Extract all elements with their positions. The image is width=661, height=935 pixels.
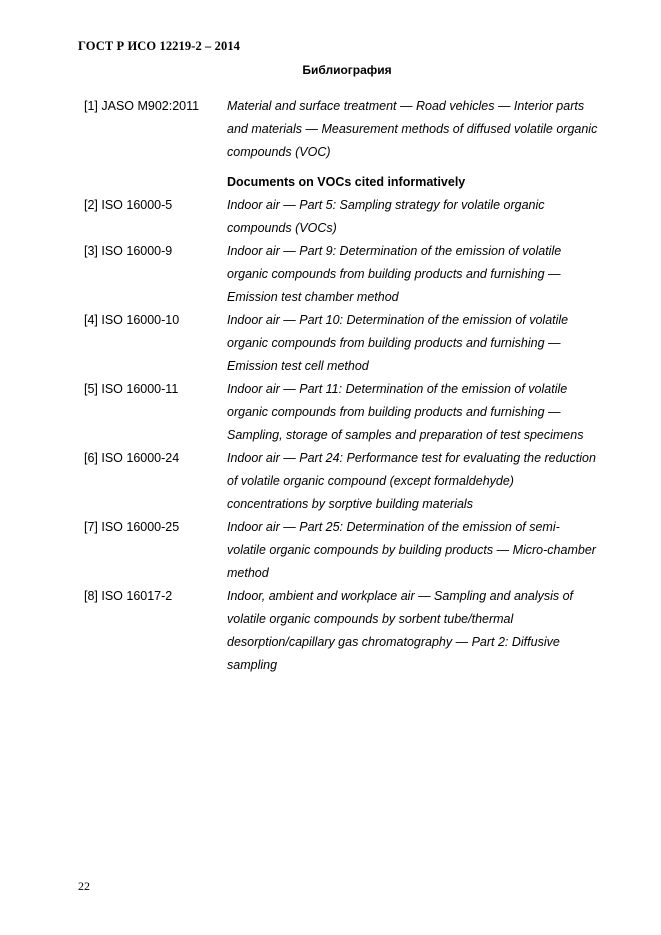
entry-title-line: compounds (VOC) (227, 145, 331, 159)
entry-title-line: Indoor air — Part 10: Determination of the emission of volatile (227, 313, 569, 327)
section-title-bibliography: Библиография (302, 63, 392, 77)
entry-reference: [6] ISO 16000-24 (84, 451, 180, 465)
entry-title-line: method (227, 566, 269, 580)
entry-title-line: Emission test cell method (227, 359, 369, 373)
entry-title (227, 309, 627, 378)
entry-reference: [5] ISO 16000-11 (84, 382, 179, 396)
entry-reference: [7] ISO 16000-25 (84, 520, 180, 534)
entry-title (227, 516, 627, 585)
entry-title-line: volatile organic compounds by building products — Micro-chamber (227, 543, 596, 557)
entry-title-line: Indoor air — Part 25: Determination of the emission of semi- (227, 520, 560, 534)
entry-reference: [1] JASO M902:2011 (84, 99, 200, 113)
entry-title-line: Indoor, ambient and workplace air — Sampling and analysis of (227, 589, 574, 603)
entry-title (227, 95, 627, 164)
entry-title-line: concentrations by sorptive building materials (227, 497, 473, 511)
entry-title-line: compounds (VOCs) (227, 221, 337, 235)
entry-title (227, 240, 627, 309)
entry-title-line: Indoor air — Part 24: Performance test for evaluating the reduction (227, 451, 596, 465)
entry-title (227, 194, 627, 240)
entry-title-line: and materials — Measurement methods of diffused volatile organic (227, 122, 598, 136)
entry-title-line: Indoor air — Part 9: Determination of the emission of volatile (227, 244, 562, 258)
entry-title-line: Indoor air — Part 5: Sampling strategy for volatile organic (227, 198, 545, 212)
entry-reference: [8] ISO 16017-2 (84, 589, 173, 603)
entry-title (227, 447, 627, 516)
entry-title-line: Indoor air — Part 11: Determination of the emission of volatile (227, 382, 568, 396)
entry-title-line: of volatile organic compound (except formaldehyde) (227, 474, 514, 488)
entry-title-line: Emission test chamber method (227, 290, 399, 304)
entry-title-line: organic compounds from building products and furnishing — (227, 336, 561, 350)
entry-title-line: Material and surface treatment — Road vehicles — Interior parts (227, 99, 585, 113)
document-header: ГОСТ Р ИСО 12219-2 – 2014 (78, 39, 241, 53)
entry-reference: [3] ISO 16000-9 (84, 244, 173, 258)
entry-title-line: Sampling, storage of samples and preparation of test specimens (227, 428, 584, 442)
entry-title-line: organic compounds from building products and furnishing — (227, 267, 561, 281)
entry-title-line: desorption/capillary gas chromatography — Part 2: Diffusive (227, 635, 560, 649)
entry-title (227, 378, 627, 447)
entry-title (227, 585, 627, 677)
entry-title-line: sampling (227, 658, 278, 672)
page-number: 22 (78, 879, 90, 893)
entry-title-line: organic compounds from building products and furnishing — (227, 405, 561, 419)
subheading-informative-documents: Documents on VOCs cited informatively (227, 175, 466, 189)
entry-reference: [4] ISO 16000-10 (84, 313, 180, 327)
entry-title-line: volatile organic compounds by sorbent tube/thermal (227, 612, 514, 626)
entry-reference: [2] ISO 16000-5 (84, 198, 173, 212)
